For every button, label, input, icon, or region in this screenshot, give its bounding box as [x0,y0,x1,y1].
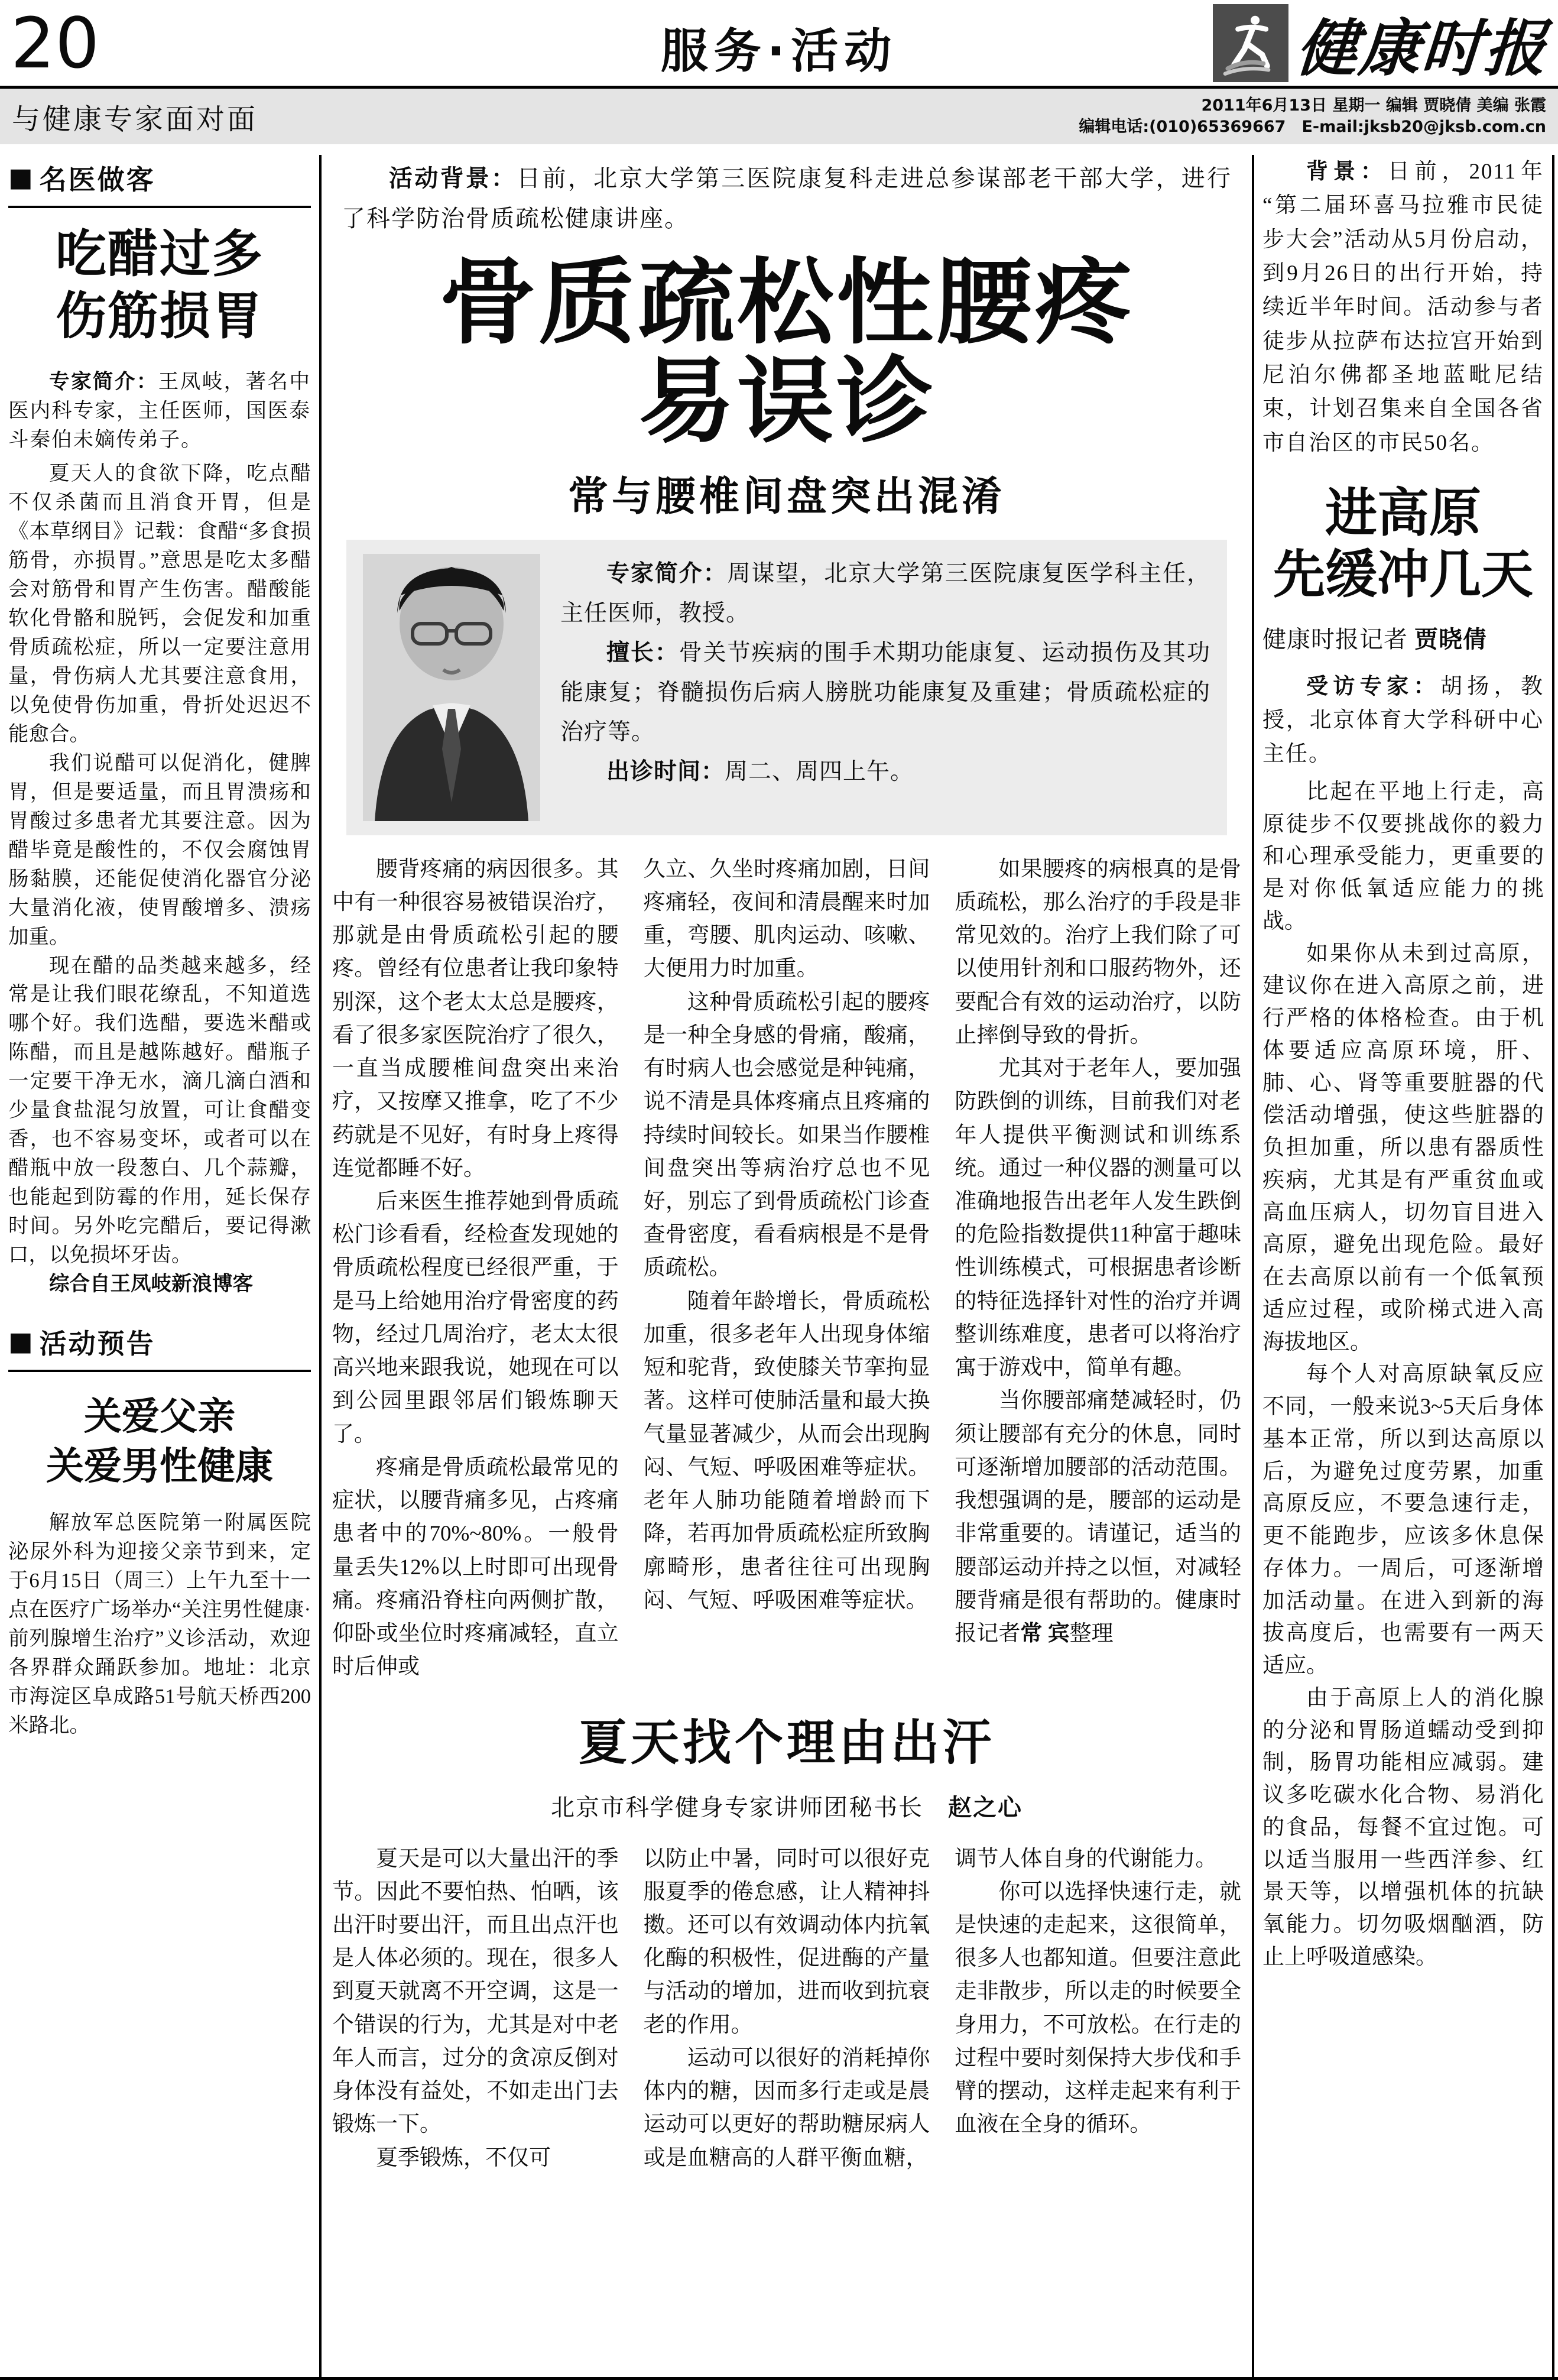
paragraph: 夏天是可以大量出汗的季节。因此不要怕热、怕晒，该出汗时要出汗，而且出点汗也是人体必须的。现在，很多人到夏天就离不开空调，这是一个错误的行为，尤其是对中老年人而言，过分的贪凉反倒对身体没有益处，不如走出门去锻炼一下。 [332,1846,619,2137]
paragraph: 比起在平地上行走，高原徒步不仅要挑战你的毅力和心理承受能力，更重要的是对你低氧适应能力的挑战。 [1262,779,1544,933]
body-column-1 [332,1843,619,2175]
title-line: 进高原 [1325,485,1481,543]
headline-line: 易误诊 [637,347,936,456]
title-line: 关爱男性健康 [46,1445,273,1487]
page-number: 20 [11,2,100,84]
logo-figure-icon [1213,4,1288,82]
paragraph: 随着年龄增长，骨质疏松加重，很多老年人出现身体缩短和驼背，致使膝关节挛拘显著。这样可使肺活量和最大换气量显著减少，从而会出现胸闷、气短、呼吸困难等症状。老年人肺功能随着增龄而下降，若再加骨质疏松症所致胸廓畸形，患者往往可出现胸闷、气短、呼吸困难等症状。 [643,1289,930,1613]
body-column-1 [332,853,619,1684]
title-line: 吃醋过多 [56,226,264,283]
section-header-event-preview [8,1319,311,1372]
article-body [8,1509,311,1740]
bio-label: 出诊时间： [606,759,725,785]
expert-box [346,540,1227,835]
title-line: 关爱父亲 [84,1396,235,1438]
paragraph: 我们说醋可以促消化，健脾胃，但是要适量，而且胃溃疡和胃酸过多患者尤其要注意。因为醋毕竟是酸性的，不仅会腐蚀胃肠黏膜，还能促使消化器官分泌大量消化液，使胃酸增多、溃疡加重。 [8,751,311,948]
title-line: 伤筋损胃 [56,287,264,345]
section-bullet-icon: ■ [8,1327,35,1357]
banner-bar [0,89,1558,144]
reporter-name: 常 宾 [1020,1622,1070,1646]
newspaper-logo [1213,0,1550,87]
contact-line: 编辑电话:(010)65369667 E-mail:jksb20@jksb.com.cn [1079,118,1546,136]
paragraph: 疼痛是骨质疏松最常见的症状，以腰背痛多见，占疼痛患者中的70%~80%。一般骨量丢失12%以上时即可出现骨痛。疼痛沿脊柱向两侧扩散，仰卧或坐位时疼痛减轻，直立时后伸或 [332,1455,619,1679]
background-label: 背景： [1306,160,1388,184]
banner-title: 与健康专家面对面 [12,102,258,136]
byline-role: 健康时报记者 [1262,625,1408,653]
expert-bio-line [560,554,1210,633]
expert-photo [363,554,540,821]
attribution: 综合自王凤岐新浪博客 [49,1273,253,1296]
section-header-doctor-guest [8,155,311,208]
expert-intro-label: 专家简介： [49,370,158,393]
main-article-body [326,853,1247,1684]
interviewed-expert [1262,670,1544,771]
body-column-2 [644,853,930,1684]
right-column [1254,144,1552,2380]
main-subtitle: 常与腰椎间盘突出混淆 [567,474,1005,519]
paragraph: 腰背疼痛的病因很多。其中有一种很容易被错误治疗，那就是由骨质疏松引起的腰疼。曾经有位患者让我印象特别深，这个老太太总是腰疼，看了很多家医院治疗了很久，一直当成腰椎间盘突出来治疗，又按摩又推拿，吃了不少药就是不见好，有时身上疼得连觉都睡不好。 [332,857,619,1181]
section-bullet-icon: ■ [8,163,35,193]
right-article-body [1262,776,1544,1974]
article-title-vinegar [8,223,311,348]
paragraph: 夏天人的食欲下降，吃点醋不仅杀菌而且消食开胃，但是《本草纲目》记载：食醋“多食损筋骨，亦损胃。”意思是吃太多醋会对筋骨和胃产生伤害。醋酸能软化骨骼和脱钙，会促发和加重骨质疏松症，所以一定要注意用量，骨伤病人尤其要注意食用，以免使骨伤加重，骨折处迟迟不能愈合。 [8,462,311,745]
right-article-title [1262,484,1544,607]
background-label: 活动背景： [389,165,517,192]
paragraph: 以防止中暑，同时可以很好克服夏季的倦怠感，让人精神抖擞。还可以有效调动体内抗氧化酶的积极性，促进酶的产量与活动的增加，进而收到抗衰老的作用。 [643,1846,930,2037]
headline-line: 骨质疏松性腰疼 [439,248,1134,357]
expert-intro-text: 王凤岐，著名中医内科专家，主任医师，国医泰斗秦伯未嫡传弟子。 [8,370,311,451]
paragraph: 后来医生推荐她到骨质疏松门诊看看，经检查发现她的骨质疏松程度已经很严重，于是马上给她用治疗骨密度的药物，经过几周治疗，老太太很高兴地来跟我说，她现在可以到公园里跟邻居们锻炼聊天了。 [332,1189,619,1447]
closing-paragraph [955,1384,1241,1651]
body-column-2 [644,1843,930,2175]
byline-role: 北京市科学健身专家讲师团秘书长 [551,1794,923,1821]
paragraph: 运动可以很好的消耗掉你体内的糖，因而多行走或是晨运动可以更好的帮助糖尿病人或是血糖高的人群平衡血糖， [643,2045,930,2170]
bio-label: 擅长： [606,640,679,666]
page-edge-rule [1552,155,1554,2380]
bio-text: 周谋望，北京大学第三医院康复医学科主任，主任医师，教授。 [560,560,1210,626]
edition-info [1079,95,1546,138]
body-column-3 [955,853,1241,1684]
expert-text: 胡扬，教授，北京体育大学科研中心主任。 [1262,674,1544,767]
section-header-label: 活动预告 [39,1328,155,1360]
paragraph: 你可以选择快速行走，就是快速的走起来，这很简单，很多人也都知道。但要注意此走非散步，所以走的时候要全身用力，不可放松。在行走的过程中要时刻保持大步伐和手臂的摆动，这样走起来有利于血液在全身的循环。 [955,1879,1241,2137]
paragraph: 解放军总医院第一附属医院泌尿外科为迎接父亲节到来，定于6月15日（周三）上午九至十一点在医疗广场举办“关注男性健康·前列腺增生治疗”义诊活动，欢迎各界群众踊跃参加。地址：北京市海淀区阜成路51号航天桥西200米路北。 [8,1511,311,1737]
masthead [0,0,1558,89]
paragraph: 久立、久坐时疼痛加剧，日间疼痛轻，夜间和清晨醒来时加重，弯腰、肌肉运动、咳嗽、大便用力时加重。 [643,857,930,981]
expert-bio [560,554,1210,821]
paragraph: 如果腰疼的病根真的是骨质疏松，那么治疗的手段是非常见效的。治疗上我们除了可以使用针剂和口服药物外，还要配合有效的运动治疗，以防止摔倒导致的骨折。 [955,857,1241,1048]
paragraph: 这种骨质疏松引起的腰疼是一种全身感的骨痛，酸痛，有时病人也会感觉是种钝痛，说不清是具体疼痛点且疼痛的持续时间较长。如果当作腰椎间盘突出等病治疗总也不见好，别忘了到骨质疏松门诊查查骨密度，看看病根是不是骨质疏松。 [643,990,930,1280]
right-article-byline [1262,621,1544,654]
paragraph: 调节人体自身的代谢能力。 [955,1846,1218,1871]
paragraph: 每个人对高原缺氧反应不同，一般来说3~5天后身体基本正常，所以到达高原以后，为避免过度劳累，加重高原反应，不要急速行走，更不能跑步，应该多休息保存体力。一周后，可逐渐增加活动量。在进入到新的海拔高度后，也需要有一两天适应。 [1262,1362,1544,1678]
byline-name: 赵之心 [948,1794,1023,1821]
paragraph: 夏季锻炼，不仅可 [376,2145,551,2170]
newspaper-name: 健康时报 [1294,12,1550,85]
bio-label: 专家简介： [606,560,728,586]
activity-background [326,158,1247,239]
expert-intro [8,368,311,455]
background-text: 日前，2011年“第二届环喜马拉雅市民徒步大会”活动从5月份启动，到9月26日的出行开始，持续近半年时间。活动参与者徒步从拉萨布达拉宫开始到尼泊尔佛都圣地蓝毗尼结束，计划召集来自全国各省市自治区的市民50名。 [1262,160,1544,455]
article-body [8,459,311,1270]
title-line: 先缓冲几天 [1273,546,1533,604]
bottom-article-byline [326,1789,1247,1823]
byline-name: 贾晓倩 [1414,625,1487,653]
article-title-fathers-day [8,1392,311,1490]
bottom-article-title: 夏天找个理由出汗 [578,1714,995,1771]
expert-bio-line [560,633,1210,752]
expert-bio-line [560,752,1210,792]
date-line: 2011年6月13日 星期一 编辑 贾晓倩 美编 张霞 [1201,96,1546,115]
paragraph: 尤其对于老年人，要加强防跌倒的训练，目前我们对老年人提供平衡测试和训练系统。通过一种仪器的测量可以准确地报告出老年人发生跌倒的危险指数提供11种富于趣味性训练模式，可根据患者诊断的特征选择针对性的治疗并调整训练难度，患者可以将治疗寓于游戏中，简单有趣。 [955,1056,1241,1380]
left-column [0,144,319,2380]
bottom-article [326,1704,1247,2175]
paragraph: 现在醋的品类越来越多，经常是让我们眼花缭乱，不知道选哪个好。我们选醋，要选米醋或陈醋，而且是越陈越好。醋瓶子一定要干净无水，滴几滴白酒和少量食盐混匀放置，可让食醋变香，也不容易变坏，或者可以在醋瓶中放一段葱白、几个蒜瓣，也能起到防霉的作用，延长保存时间。另外吃完醋后，要记得漱口，以免损坏牙齿。 [8,954,311,1267]
closing-text: 当你腰部痛楚减轻时，仍须让腰部有充分的休息，同时可逐渐增加腰部的活动范围。我想强调的是，腰部的运动是非常重要的。请谨记，适当的腰部运动并持之以恒，对减轻腰背痛是很有帮助的。健康时报记者 [955,1389,1241,1646]
bio-text: 周二、周四上午。 [725,759,914,785]
body-column-3-paragraphs [955,853,1241,1385]
page-content [0,144,1558,2380]
expert-label: 受访专家： [1306,674,1440,699]
section-header-label: 名医做客 [39,164,155,196]
paragraph: 由于高原上人的消化腺的分泌和胃肠道蠕动受到抑制，肠胃功能相应减弱。建议多吃碳水化合物、易消化的食品，每餐不宜过饱。可以适当服用一些西洋参、红景天等，以增强机体的抗缺氧能力。切勿吸烟酗酒，防止上呼吸道感染。 [1262,1685,1544,1969]
bottom-article-body [326,1843,1247,2175]
background-text: 日前，北京大学第三医院康复科走进总参谋部老干部大学，进行了科学防治骨质疏松健康讲座。 [342,165,1232,232]
main-headline [326,248,1247,456]
section-title: 服务·活动 [660,24,898,79]
bio-text: 骨关节疾病的围手术期功能康复、运动损伤及其功能康复；脊髓损伤后病人膀胱功能康复及重建；骨质疏松症的治疗等。 [560,640,1210,745]
paragraph: 如果你从未到过高原，建议你在进入高原之前，进行严格的体格检查。由于机体要适应高原环境，肝、肺、心、肾等重要脏器的代偿活动增强，使这些脏器的负担加重，所以患有器质性疾病，尤其是有严重贫血或高血压病人，切勿盲目进入高原，避免出现危险。最好在去高原以前有一个低氧预适应过程，或阶梯式进入高海拔地区。 [1262,941,1544,1354]
closing-tail: 整理 [1069,1622,1114,1646]
center-column [322,144,1252,2380]
body-column-3 [955,1843,1241,2175]
event-background [1262,155,1544,460]
